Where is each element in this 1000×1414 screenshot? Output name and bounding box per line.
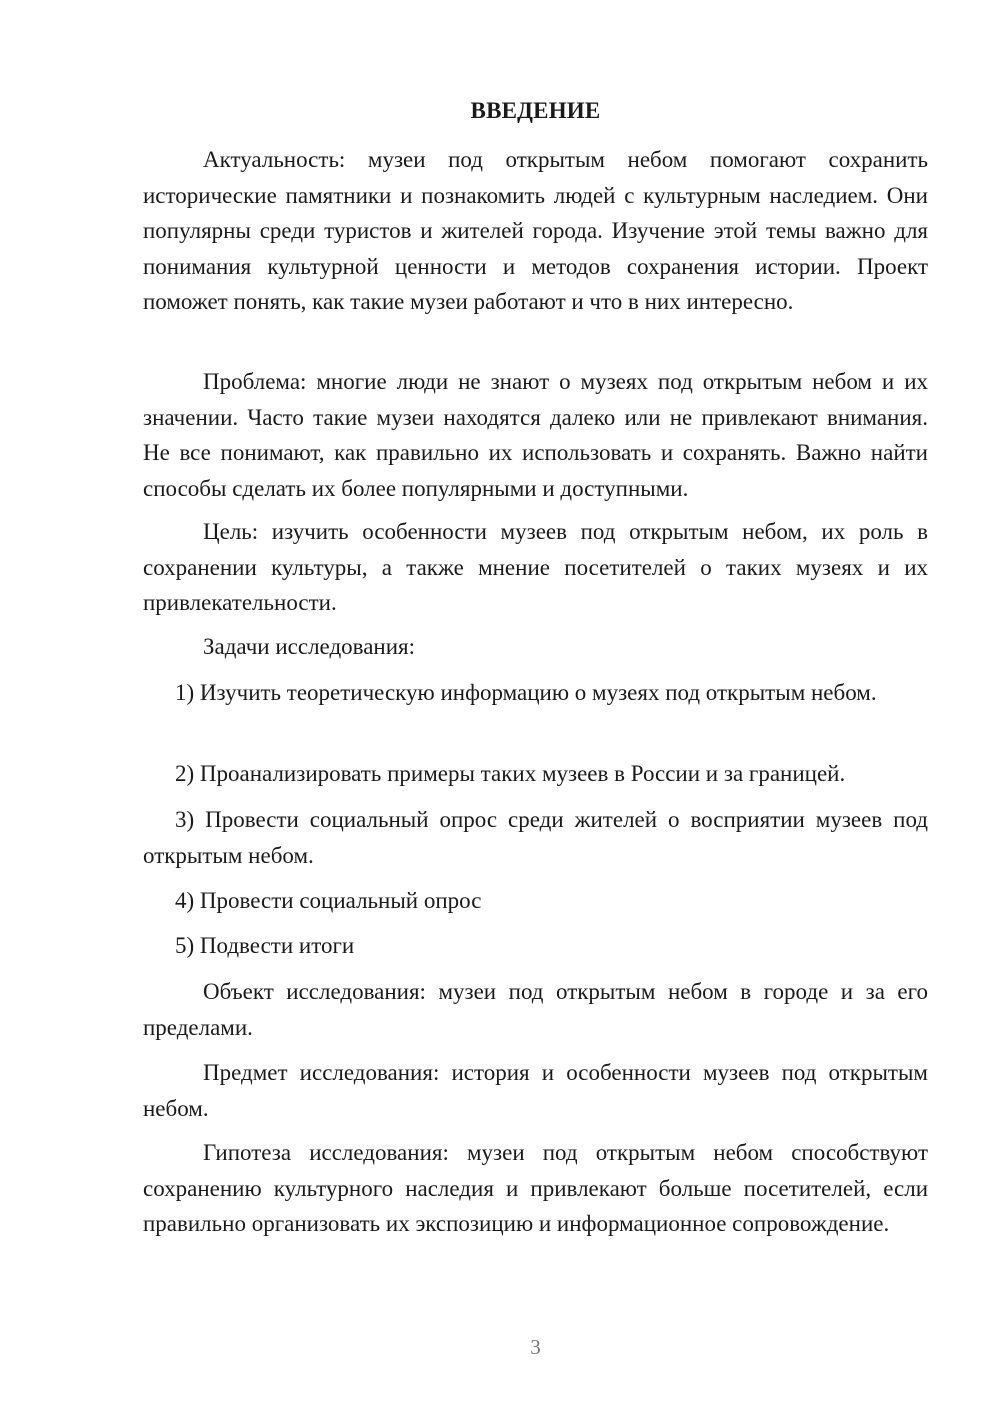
- paragraph-goal: Цель: изучить особенности музеев под открытым небом, их роль в сохранении культуры, а также мнение посетителей о таких музеях и их привлекательности.: [143, 519, 928, 615]
- task-item-2: 2) Проанализировать примеры таких музеев в России и за границей.: [175, 761, 846, 786]
- task-item-5: 5) Подвести итоги: [175, 933, 355, 958]
- paragraph-object: Объект исследования: музеи под открытым небом в городе и за его пределами.: [143, 979, 928, 1040]
- task-item-1: 1) Изучить теоретическую информацию о музеях под открытым небом.: [175, 680, 877, 705]
- paragraph-relevance: Актуальность: музеи под открытым небом помогают сохранить исторические памятники и познакомить людей с культурным наследием. Они популярны среди туристов и жителей города. Изучение этой темы важно для понимания культурной ценности и методов сохранения истории. Проект поможет понять, как такие музеи работают и что в них интересно.: [143, 147, 928, 314]
- document-page: [143, 0, 928, 1414]
- paragraph-problem: Проблема: многие люди не знают о музеях под открытым небом и их значении. Часто такие музеи находятся далеко или не привлекают внимания. Не все понимают, как правильно их использовать и сохранять. Важно найти способы сделать их более популярными и доступными.: [143, 369, 928, 501]
- tasks-heading: Задачи исследования:: [203, 634, 416, 659]
- paragraph-hypothesis: Гипотеза исследования: музеи под открытым небом способствуют сохранению культурного наследия и привлекают больше посетителей, если правильно организовать их экспозицию и информационное сопровождение.: [143, 1140, 928, 1236]
- task-item-4: 4) Провести социальный опрос: [175, 888, 482, 913]
- page-title: ВВЕДЕНИЕ: [470, 98, 601, 123]
- paragraph-subject: Предмет исследования: история и особенности музеев под открытым небом.: [143, 1060, 928, 1121]
- task-item-3: 3) Провести социальный опрос среди жителей о восприятии музеев под открытым небом.: [143, 807, 928, 868]
- page-number: 3: [530, 1335, 541, 1359]
